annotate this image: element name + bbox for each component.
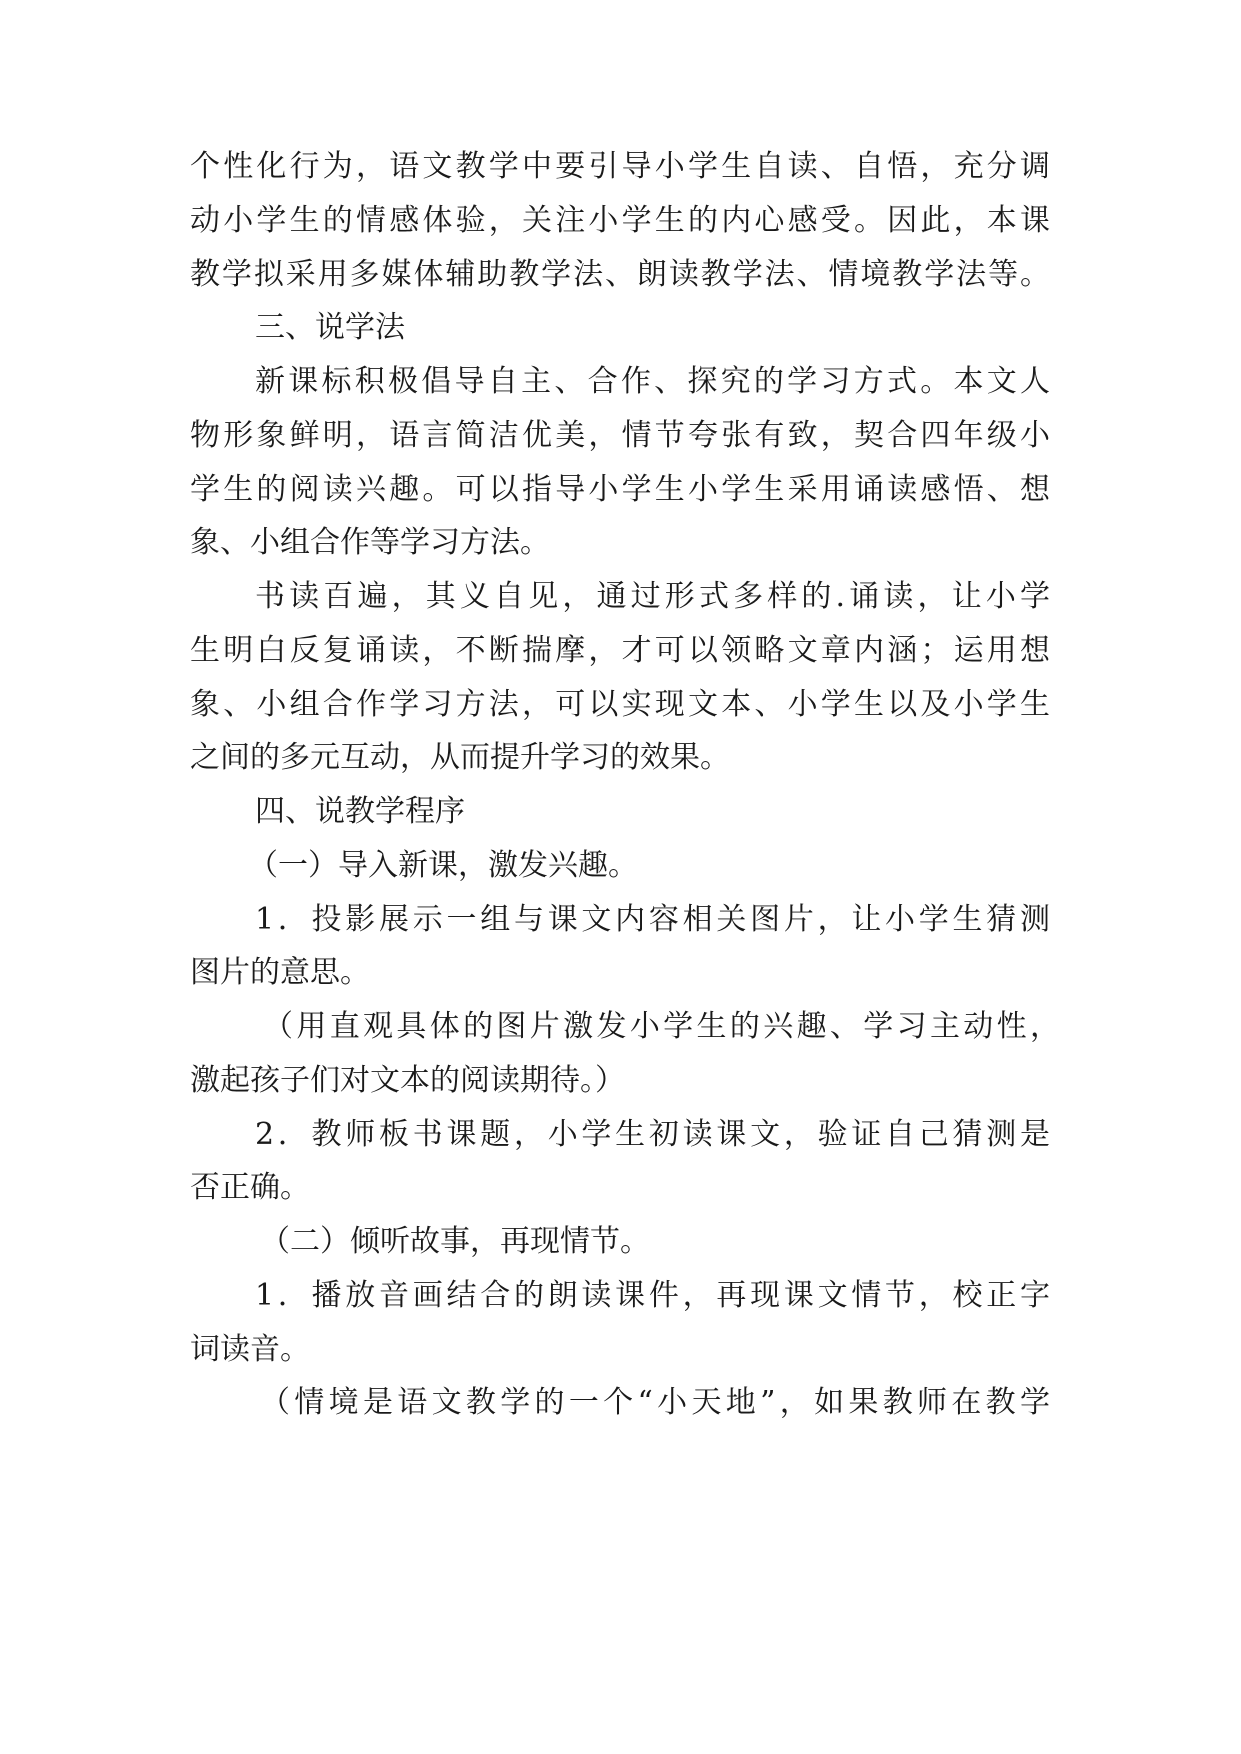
text-line: 动小学生的情感体验，关注小学生的内心感受。因此，本课 [190, 203, 1050, 238]
text-line: （用直观具体的图片激发小学生的兴趣、学习主动性， [263, 1009, 1060, 1044]
text-line: 物形象鲜明，语言简洁优美，情节夸张有致，契合四年级小 [190, 418, 1050, 453]
text-line: 1．投影展示一组与课文内容相关图片，让小学生猜测 [255, 902, 1050, 937]
text-line: 之间的多元互动，从而提升学习的效果。 [190, 740, 730, 775]
section-heading: 四、说教学程序 [255, 794, 465, 829]
text-line: 象、小组合作学习方法，可以实现文本、小学生以及小学生 [190, 687, 1050, 722]
text-line: 教学拟采用多媒体辅助教学法、朗读教学法、情境教学法等。 [190, 257, 1050, 292]
text-line: 学生的阅读兴趣。可以指导小学生小学生采用诵读感悟、想 [190, 472, 1050, 507]
subsection-heading: （二）倾听故事，再现情节。 [260, 1224, 650, 1259]
text-line: 生明白反复诵读，不断揣摩，才可以领略文章内涵；运用想 [190, 633, 1050, 668]
text-line: 1．播放音画结合的朗读课件，再现课文情节，校正字 [255, 1278, 1050, 1313]
text-line: 2．教师板书课题，小学生初读课文，验证自己猜测是 [255, 1117, 1050, 1152]
text-line: （情境是语文教学的一个“小天地”，如果教师在教学 [260, 1385, 1050, 1420]
section-heading: 三、说学法 [255, 310, 405, 345]
text-line: 否正确。 [190, 1170, 310, 1205]
text-line: 象、小组合作等学习方法。 [190, 525, 550, 560]
text-line: 图片的意思。 [190, 955, 370, 990]
text-line: 个性化行为，语文教学中要引导小学生自读、自悟，充分调 [190, 149, 1050, 184]
text-line: 书读百遍，其义自见，通过形式多样的.诵读，让小学 [255, 579, 1050, 614]
text-line: 词读音。 [190, 1332, 310, 1367]
subsection-heading: （一）导入新课，激发兴趣。 [248, 848, 638, 883]
text-line: 新课标积极倡导自主、合作、探究的学习方式。本文人 [255, 364, 1050, 399]
text-line: 激起孩子们对文本的阅读期待。） [190, 1063, 625, 1098]
